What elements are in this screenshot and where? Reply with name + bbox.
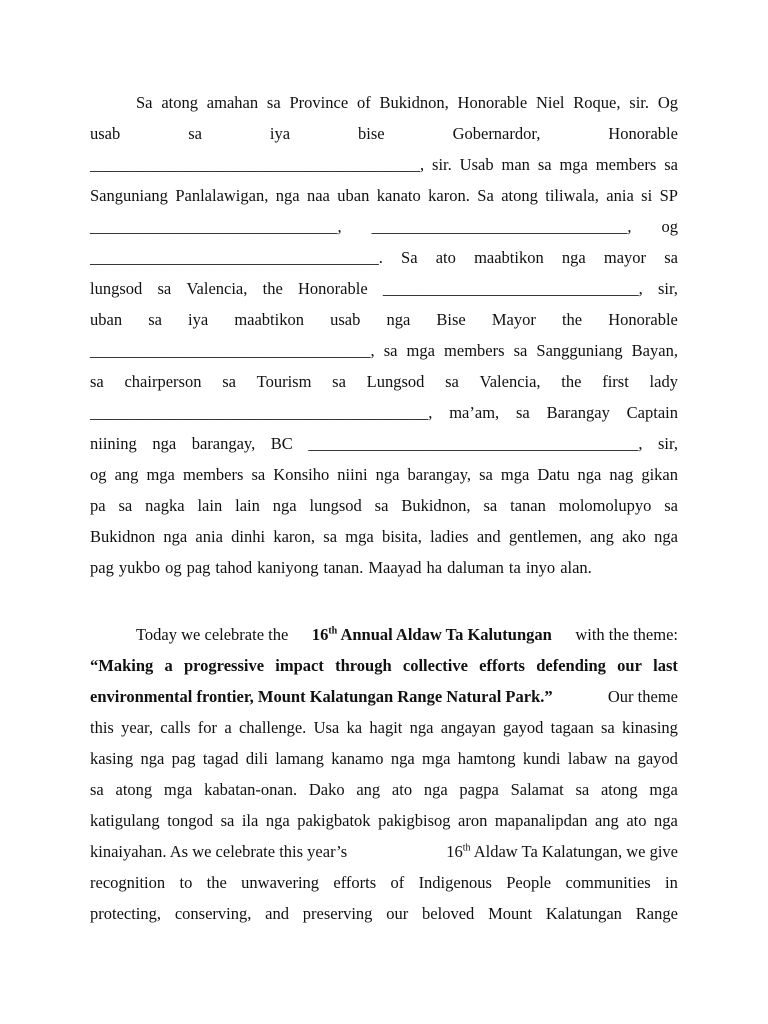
theme-remark: Our theme xyxy=(607,687,678,706)
text-line: usab sa iya bise Gobernardor, Honorable xyxy=(90,124,678,143)
text-segment xyxy=(446,841,678,863)
text-line xyxy=(90,686,678,708)
text-line: ________________________________________, sir. Usab man sa mga members sa xyxy=(90,155,678,174)
theme-intro: with the theme: xyxy=(575,625,678,644)
text-line xyxy=(136,624,678,646)
text-line: Bukidnon nga ania dinhi karon, sa mga bisita, ladies and gentlemen, ang ako nga xyxy=(90,527,678,546)
ordinal-number: 16 xyxy=(311,625,329,644)
text-line: sa chairperson sa Tourism sa Lungsod sa Valencia, the first lady xyxy=(90,372,678,391)
ordinal-suffix: th xyxy=(462,842,471,854)
text-line: __________________________________, sa mga members sa Sangguniang Bayan, xyxy=(90,341,678,360)
ordinal-number: 16 xyxy=(446,842,463,861)
text-line: ___________________________________. Sa ato maabtikon nga mayor sa xyxy=(90,248,678,267)
text-segment: Aldaw Ta Kalatungan, we give xyxy=(473,842,678,861)
text-line: protecting, conserving, and preserving our beloved Mount Kalatungan Range xyxy=(90,904,678,923)
text-line: uban sa iya maabtikon usab nga Bise Mayor the Honorable xyxy=(90,310,678,329)
text-line: sa atong mga kabatan-onan. Dako ang ato nga pagpa Salamat sa atong mga xyxy=(90,780,678,799)
text-line: pag yukbo og pag tahod kaniyong tanan. Maayad ha daluman ta inyo alan. xyxy=(90,558,592,577)
text-segment: kinaiyahan. As we celebrate this year’s xyxy=(90,842,348,861)
text-line: Sa atong amahan sa Province of Bukidnon, Honorable Niel Roque, sir. Og xyxy=(136,93,678,112)
theme-line: “Making a progressive impact through collective efforts defending our last xyxy=(90,656,678,675)
text-line: Sanguniang Panlalawigan, nga naa uban kanato karon. Sa atong tiliwala, ania si SP xyxy=(90,186,678,205)
text-line: _________________________________________, ma’am, sa Barangay Captain xyxy=(90,403,678,422)
text-line: niining nga barangay, BC ________________________________________, sir, xyxy=(90,434,678,453)
text-line: pa sa nagka lain lain nga lungsod sa Bukidnon, sa tanan molomolupyo sa xyxy=(90,496,678,515)
text-line: og ang mga members sa Konsiho niini nga barangay, sa mga Datu nga nag gikan xyxy=(90,465,678,484)
theme-line: environmental frontier, Mount Kalatungan Range Natural Park.” xyxy=(90,687,553,706)
text-line xyxy=(90,841,678,863)
event-name: Annual Aldaw Ta Kalutungan xyxy=(340,625,552,644)
text-line: ______________________________, _______________________________, og xyxy=(90,217,678,236)
event-title xyxy=(312,624,552,646)
text-line: lungsod sa Valencia, the Honorable _______________________________, sir, xyxy=(90,279,678,298)
ordinal-suffix: th xyxy=(328,625,338,637)
text-line: recognition to the unwavering efforts of Indigenous People communities in xyxy=(90,873,678,892)
text-line: kasing nga pag tagad dili lamang kanamo nga mga hamtong kundi labaw na gayod xyxy=(90,749,678,768)
intro-text: Today we celebrate the xyxy=(136,625,289,644)
text-line: katigulang tongod sa ila nga pakigbatok pakigbisog aron mapanalipdan ang ato nga xyxy=(90,811,678,830)
text-line: this year, calls for a challenge. Usa ka hagit nga angayan gayod tagaan sa kinasing xyxy=(90,718,678,737)
